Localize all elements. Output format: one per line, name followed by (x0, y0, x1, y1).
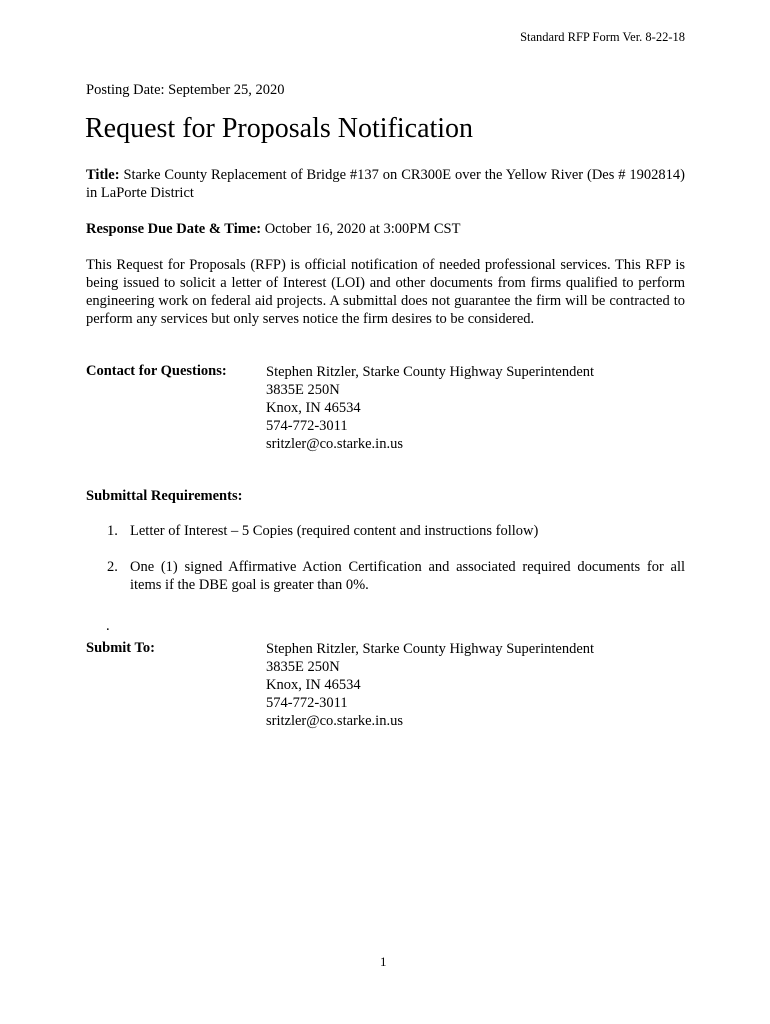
contact-phone-line: 574-772-3011 (266, 418, 348, 434)
intro-paragraph: This Request for Proposals (RFP) is official notification of needed professional services. This RFP is being issued to solicit a letter of Interest (LOI) and other documents from firms qualified to perform engineering work on federal aid projects. A submittal does not guarantee the firm will be contracted to perform any services but only serves notice the firm desires to be considered. (86, 257, 685, 327)
contact-city-line: Knox, IN 46534 (266, 400, 361, 416)
stray-period-mark: . (106, 618, 110, 634)
project-title-label: Title: (86, 167, 120, 183)
list-item-text: Letter of Interest – 5 Copies (required content and instructions follow) (130, 523, 539, 539)
submit-street-line: 3835E 250N (266, 659, 340, 675)
submittal-requirements-list (86, 522, 685, 612)
contact-email-line: sritzler@co.starke.in.us (266, 436, 403, 452)
list-item-number: 1. (107, 523, 118, 539)
submit-to-label: Submit To: (86, 640, 155, 656)
response-due-paragraph (86, 220, 685, 238)
contact-name-line: Stephen Ritzler, Starke County Highway Superintendent (266, 364, 595, 380)
submit-email-line: sritzler@co.starke.in.us (266, 713, 403, 729)
page-title: Request for Proposals Notification (85, 113, 474, 144)
submit-name-line: Stephen Ritzler, Starke County Highway Superintendent (266, 641, 595, 657)
contact-label: Contact for Questions: (86, 363, 227, 379)
response-due-text: October 16, 2020 at 3:00PM CST (264, 221, 461, 237)
project-title-text: Starke County Replacement of Bridge #137 on CR300E over the Yellow River (Des # 1902814) in LaPorte District (86, 167, 685, 201)
posting-date: Posting Date: September 25, 2020 (86, 82, 285, 98)
submit-phone-line: 574-772-3011 (266, 695, 348, 711)
list-item (86, 558, 685, 594)
submit-to-address (266, 640, 594, 730)
list-item (86, 522, 685, 540)
submit-city-line: Knox, IN 46534 (266, 677, 361, 693)
contact-street-line: 3835E 250N (266, 382, 340, 398)
form-version-header: Standard RFP Form Ver. 8-22-18 (520, 30, 685, 44)
submittal-requirements-label: Submittal Requirements: (86, 488, 243, 504)
project-title-paragraph (86, 166, 685, 202)
response-due-label: Response Due Date & Time: (86, 221, 262, 237)
list-item-number: 2. (107, 559, 118, 575)
list-item-text: One (1) signed Affirmative Action Certification and associated required documents for all items if the DBE goal is greater than 0%. (130, 559, 685, 593)
contact-address (266, 363, 594, 453)
page-number: 1 (380, 954, 387, 969)
